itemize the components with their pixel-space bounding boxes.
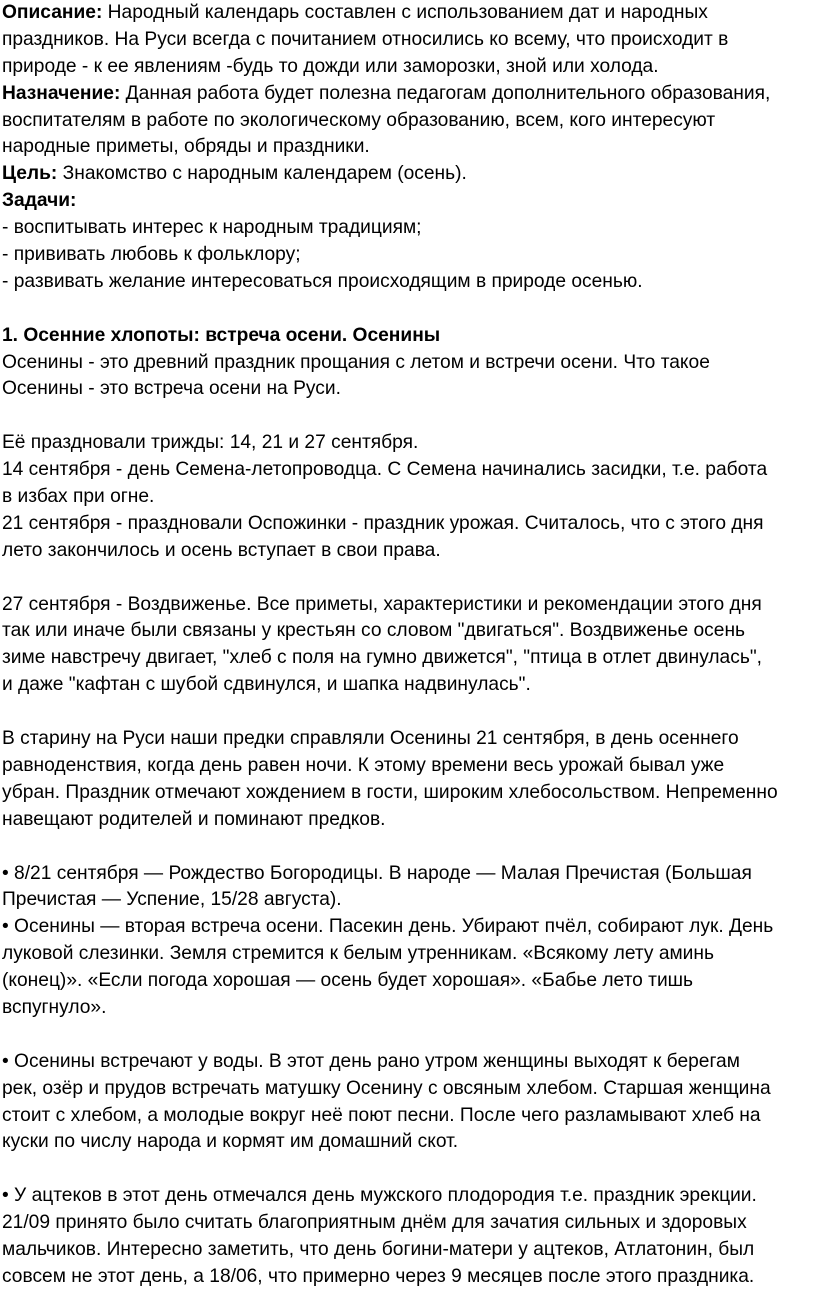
spacer [2, 296, 816, 323]
old-days-line: навещают родителей и поминают предков. [2, 808, 386, 830]
goal-paragraph [2, 161, 816, 188]
description-line: праздников. На Руси всегда с почитанием относились ко всему, что происходит в [2, 28, 729, 50]
old-days-paragraph [2, 726, 816, 834]
bullet-line: (конец)». «Если погода хорошая — осень будет хорошая». «Бабье лето тишь [2, 970, 694, 992]
description-paragraph [2, 0, 816, 81]
list-item: - воспитывать интерес к народным традициям; [2, 217, 422, 239]
goal-text: Знакомство с народным календарем (осень). [57, 163, 467, 185]
intro-line: Осенины - это древний праздник прощания с летом и встречи осени. Что такое [2, 351, 710, 373]
dates-line: лето закончилось и осень вступает в свои права. [2, 539, 441, 561]
tasks-label: Задачи: [2, 190, 77, 212]
vozdvizhenie-line: 27 сентября - Воздвиженье. Все приметы, характеристики и рекомендации этого дня [2, 593, 762, 615]
spacer [2, 834, 816, 861]
purpose-label: Назначение: [2, 82, 121, 104]
dates-paragraph [2, 430, 816, 564]
dates-line: 21 сентября - праздновали Оспожинки - праздник урожая. Считалось, что с этого дня [2, 512, 764, 534]
purpose-paragraph [2, 81, 816, 162]
description-text: Народный календарь составлен с использованием дат и народных [102, 2, 708, 23]
intro-line: Осенины - это встреча осени на Руси. [2, 378, 341, 400]
spacer [2, 699, 816, 726]
vozdvizhenie-line: и даже "кафтан с шубой сдвинулся, и шапка надвинулась". [2, 674, 531, 696]
bullets-group-2 [2, 1049, 816, 1157]
dates-line: Её праздновали трижды: 14, 21 и 27 сентября. [2, 432, 419, 454]
bullet-line: стоит с хлебом, а молодые вокруг неё поют песни. После чего разламывают хлеб на [2, 1104, 761, 1126]
bullet-line: • Осенины встречают у воды. В этот день рано утром женщины выходят к берегам [2, 1050, 740, 1072]
purpose-line: народные приметы, обряды и праздники. [2, 136, 370, 158]
tasks-list [2, 188, 816, 296]
bullet-line: 21/09 принято было считать благоприятным днём для зачатия сильных и здоровых [2, 1212, 747, 1234]
bullet-line: куски по числу народа и кормят им домашний скот. [2, 1131, 459, 1153]
goal-line [2, 161, 816, 188]
description-label: Описание: [2, 2, 103, 23]
old-days-line: В старину на Руси наши предки справляли Осенины 21 сентября, в день осеннего [2, 728, 739, 750]
description-line [2, 0, 816, 27]
bullet-line: вспугнуло». [2, 996, 107, 1018]
bullet-line: мальчиков. Интересно заметить, что день богини-матери у ацтеков, Атлатонин, был [2, 1238, 755, 1260]
list-item: - прививать любовь к фольклору; [2, 244, 301, 266]
bullets-group-3 [2, 1183, 816, 1291]
spacer [2, 403, 816, 430]
bullet-line: Пречистая — Успение, 15/28 августа). [2, 889, 342, 911]
section-heading: 1. Осенние хлопоты: встреча осени. Осенины [2, 324, 441, 346]
purpose-line [2, 81, 816, 108]
bullet-line: луковой слезинки. Земля стремится к белым утренникам. «Всякому лету аминь [2, 943, 714, 965]
spacer [2, 565, 816, 592]
dates-line: в избах при огне. [2, 486, 155, 508]
purpose-text: Данная работа будет полезна педагогам дополнительного образования, [120, 82, 771, 104]
goal-label: Цель: [2, 163, 58, 185]
purpose-line: воспитателям в работе по экологическому образованию, всем, кого интересуют [2, 109, 716, 131]
old-days-line: убран. Праздник отмечают хождением в гости, широким хлебосольством. Непременно [2, 781, 778, 803]
section-1 [2, 323, 816, 404]
vozdvizhenie-paragraph [2, 592, 816, 700]
bullet-line: • 8/21 сентября — Рождество Богородицы. В народе — Малая Пречистая (Большая [2, 862, 752, 884]
bullet-line: совсем не этот день, а 18/06, что примерно через 9 месяцев после этого праздника. [2, 1265, 755, 1287]
bullet-line: • Осенины — вторая встреча осени. Пасекин день. Убирают пчёл, собирают лук. День [2, 916, 774, 938]
spacer [2, 1156, 816, 1183]
description-line: природе - к ее явлениям -будь то дожди или заморозки, зной или холода. [2, 55, 659, 77]
bullet-line: рек, озёр и прудов встречать матушку Осенину с овсяным хлебом. Старшая женщина [2, 1077, 771, 1099]
bullet-line: • У ацтеков в этот день отмечался день мужского плодородия т.е. праздник эрекции. [2, 1185, 757, 1207]
bullets-group-1 [2, 861, 816, 1022]
vozdvizhenie-line: так или иначе были связаны у крестьян со словом "двигаться". Воздвиженье осень [2, 620, 746, 642]
dates-line: 14 сентября - день Семена-летопроводца. С Семена начинались засидки, т.е. работа [2, 459, 768, 481]
old-days-line: равноденствия, когда день равен ночи. К этому времени весь урожай бывал уже [2, 754, 725, 776]
vozdvizhenie-line: зиме навстречу двигает, "хлеб с поля на гумно движется", "птица в отлет двинулась", [2, 647, 762, 669]
spacer [2, 1022, 816, 1049]
list-item: - развивать желание интересоваться происходящим в природе осенью. [2, 270, 643, 292]
